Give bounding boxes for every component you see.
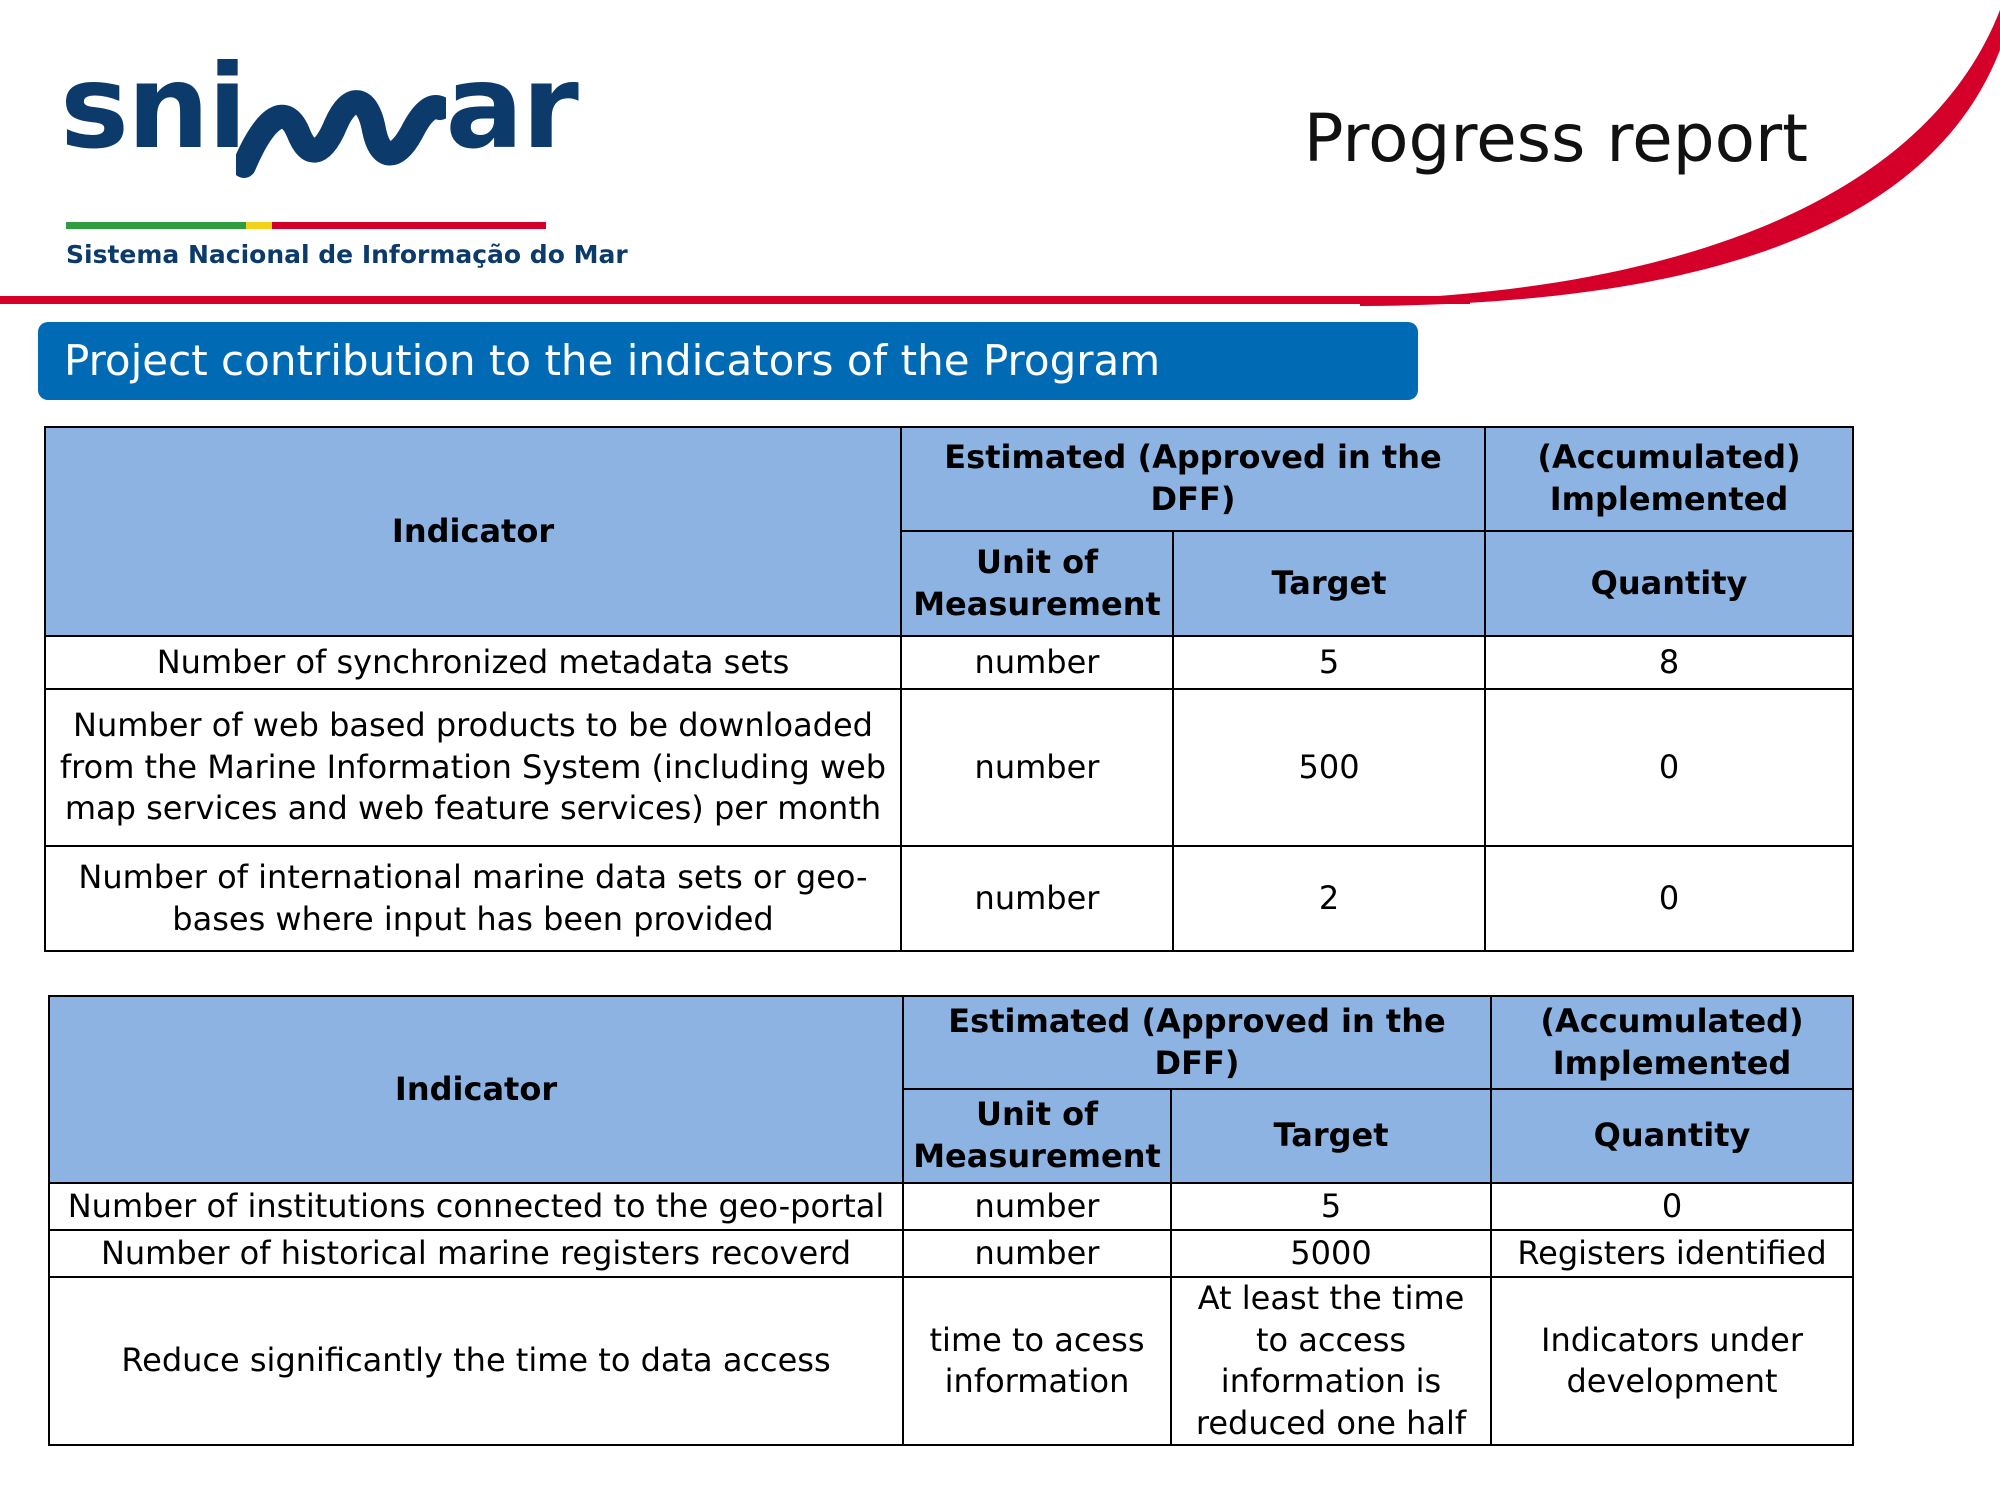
stripe-red [272, 222, 546, 229]
header-red-rule [0, 296, 1470, 304]
cell-quantity: Registers identified [1491, 1230, 1853, 1277]
header-quantity: Quantity [1485, 531, 1853, 636]
stripe-yellow [246, 222, 272, 229]
cell-indicator: Number of institutions connected to the geo-portal [49, 1183, 903, 1230]
cell-indicator: Number of international marine data sets or geo-bases where input has been provided [45, 846, 901, 951]
header-target: Target [1173, 531, 1485, 636]
cell-quantity: 0 [1485, 689, 1853, 846]
indicators-table-1 [44, 426, 1854, 952]
cell-quantity: 0 [1485, 846, 1853, 951]
cell-unit: number [903, 1183, 1171, 1230]
logo-text-left: sni [60, 40, 246, 175]
table-row [45, 636, 1853, 689]
header-quantity: Quantity [1491, 1089, 1853, 1183]
logo-text-right: ar [445, 40, 577, 175]
cell-unit: number [901, 689, 1173, 846]
table-row [49, 1277, 1853, 1445]
page-title: Progress report [1303, 100, 1808, 177]
section-title-banner: Project contribution to the indicators of the Program [38, 322, 1418, 400]
cell-indicator: Number of synchronized metadata sets [45, 636, 901, 689]
cell-target: 5 [1171, 1183, 1491, 1230]
cell-quantity: 0 [1491, 1183, 1853, 1230]
cell-target: At least the time to access information is reduced one half [1171, 1277, 1491, 1445]
cell-target: 2 [1173, 846, 1485, 951]
logo-subtitle: Sistema Nacional de Informação do Mar [66, 240, 628, 269]
table-row [49, 1230, 1853, 1277]
header-estimated: Estimated (Approved in the DFF) [901, 427, 1485, 531]
cell-unit: time to acess information [903, 1277, 1171, 1445]
stripe-green [66, 222, 246, 229]
header-implemented: (Accumulated) Implemented [1485, 427, 1853, 531]
header-target: Target [1171, 1089, 1491, 1183]
cell-unit: number [901, 846, 1173, 951]
cell-indicator: Number of historical marine registers recoverd [49, 1230, 903, 1277]
snimar-logo [60, 40, 628, 269]
cell-quantity: 8 [1485, 636, 1853, 689]
cell-target: 5000 [1171, 1230, 1491, 1277]
wave-m-icon [236, 74, 446, 194]
header-indicator: Indicator [49, 996, 903, 1183]
table-row [49, 1183, 1853, 1230]
header-indicator: Indicator [45, 427, 901, 636]
cell-target: 5 [1173, 636, 1485, 689]
header-implemented: (Accumulated) Implemented [1491, 996, 1853, 1089]
table-row [45, 689, 1853, 846]
cell-quantity: Indicators under development [1491, 1277, 1853, 1445]
header-unit: Unit of Measurement [903, 1089, 1171, 1183]
cell-target: 500 [1173, 689, 1485, 846]
cell-indicator: Number of web based products to be downloaded from the Marine Information System (including web map services and web feature services) per month [45, 689, 901, 846]
cell-unit: number [903, 1230, 1171, 1277]
indicators-table-2 [48, 995, 1854, 1446]
logo-color-stripe [66, 222, 546, 229]
table-row [45, 846, 1853, 951]
header-unit: Unit of Measurement [901, 531, 1173, 636]
header-estimated: Estimated (Approved in the DFF) [903, 996, 1491, 1089]
cell-indicator: Reduce significantly the time to data access [49, 1277, 903, 1445]
cell-unit: number [901, 636, 1173, 689]
